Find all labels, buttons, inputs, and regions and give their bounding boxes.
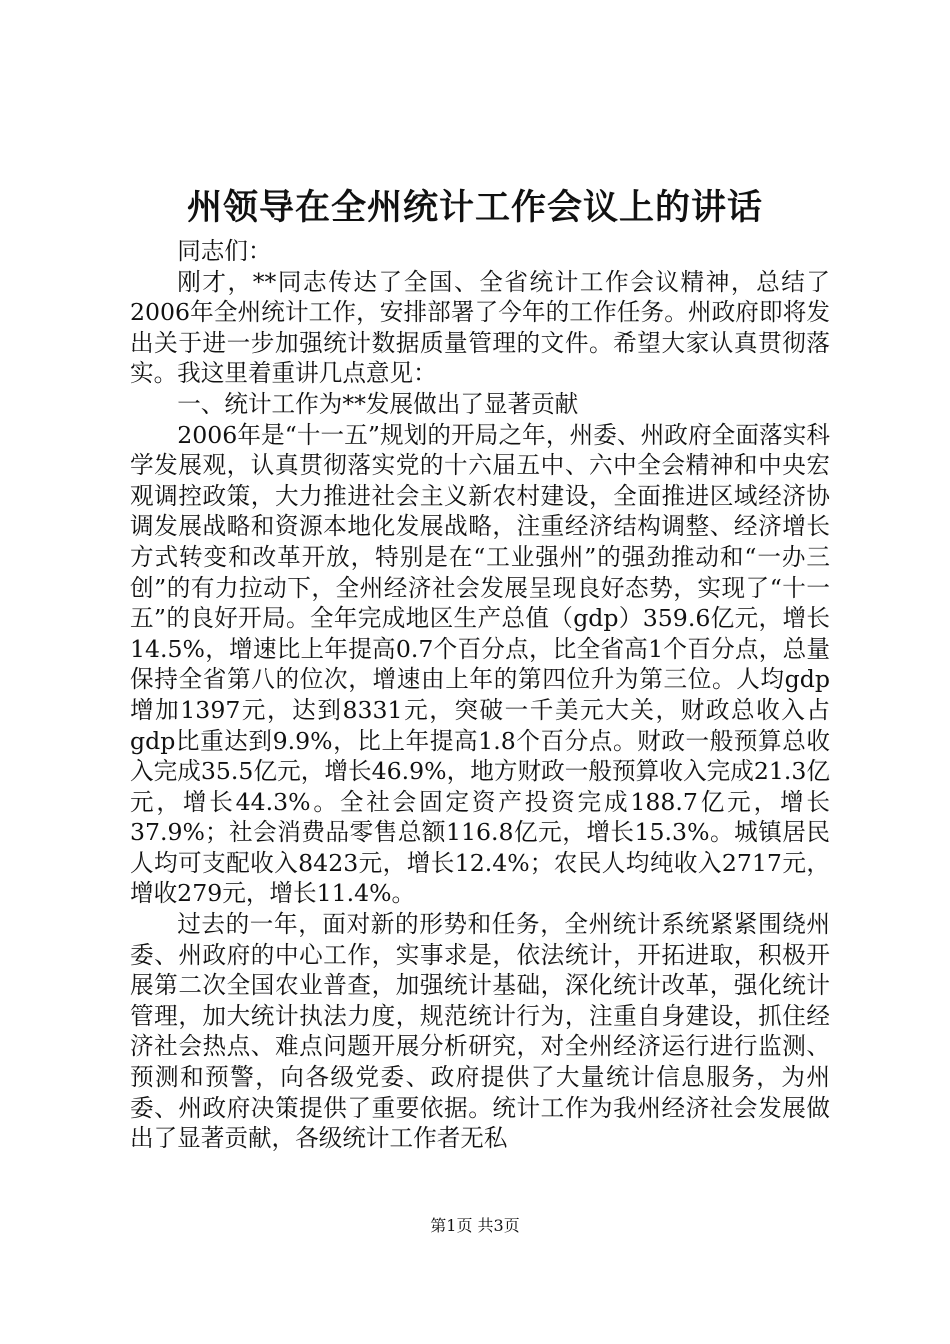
- salutation: 同志们：: [177, 237, 272, 265]
- section-heading-1: 一、统计工作为**发展做出了显著贡献: [177, 389, 579, 418]
- paragraph-economy: 2006年是“十一五”规划的开局之年，州委、州政府全面落实科学发展观，认真贯彻落实党的十六届五中、六中全会精神和中央宏观调控政策，大力推进社会主义新农村建设，全面推进区域经济协调发展战略和资源本地化发展战略，注重经济结构调整、经济增长方式转变和改革开放，特别是在“工业强州”的强劲推动和“一办三创”的有力拉动下，全州经济社会发展呈现良好态势，实现了“十一五”的良好开局。全年完成地区生产总值（gdp）359.6亿元，增长14.5%，增速比上年提高0.7个百分点，比全省高1个百分点，总量保持全省第八的位次，增速由上年的第四位升为第三位。人均gdp增加1397元，达到8331元，突破一千美元大关，财政总收入占gdp比重达到9.9%，比上年提高1.8个百分点。财政一般预算总收入完成35.5亿元，增长46.9%，地方财政一般预算收入完成21.3亿元，增长44.3%。全社会固定资产投资完成188.7亿元，增长37.9%；社会消费品零售总额116.8亿元，增长15.3%。城镇居民人均可支配收入8423元，增长12.4%；农民人均纯收入2717元，增收279元，增长11.4%。: [130, 420, 830, 908]
- paragraph-statistics-work: 过去的一年，面对新的形势和任务，全州统计系统紧紧围绕州委、州政府的中心工作，实事求是，依法统计，开拓进取，积极开展第二次全国农业普查，加强统计基础，深化统计改革，强化统计管理，加大统计执法力度，规范统计行为，注重自身建设，抓住经济社会热点、难点问题开展分析研究，对全州经济运行进行监测、预测和预警，向各级党委、政府提供了大量统计信息服务，为州委、州政府决策提供了重要依据。统计工作为我州经济社会发展做出了显著贡献，各级统计工作者无私: [130, 910, 830, 1153]
- document-body: [130, 236, 830, 1154]
- document-title: 州领导在全州统计工作会议上的讲话: [186, 187, 763, 228]
- paragraph-intro: 刚才，**同志传达了全国、全省统计工作会议精神，总结了2006年全州统计工作，安排部署了今年的工作任务。州政府即将发出关于进一步加强统计数据质量管理的文件。希望大家认真贯彻落实。我这里着重讲几点意见：: [130, 267, 830, 388]
- page-number: 第1页 共3页: [430, 1216, 520, 1235]
